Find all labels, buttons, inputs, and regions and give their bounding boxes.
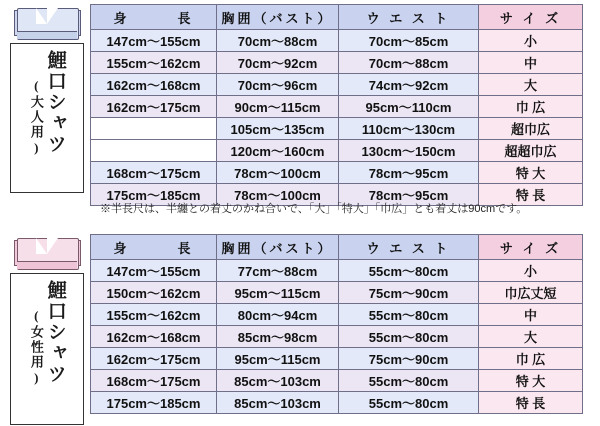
men-product-usage: (大人用)	[28, 78, 44, 157]
cell-height: 175cm～185cm	[91, 392, 217, 414]
cell-size: 巾 広	[479, 348, 583, 370]
section-men	[4, 4, 583, 215]
table-row	[91, 96, 583, 118]
header-waist: ウ エ ス ト	[339, 5, 479, 30]
cell-waist: 55cm～80cm	[339, 304, 479, 326]
cell-waist: 95cm～110cm	[339, 96, 479, 118]
cell-size: 中	[479, 52, 583, 74]
cell-height: 162cm～175cm	[91, 96, 217, 118]
cell-size: 大	[479, 74, 583, 96]
cell-waist: 78cm～95cm	[339, 162, 479, 184]
cell-size: 大	[479, 326, 583, 348]
cell-height: 155cm～162cm	[91, 52, 217, 74]
cell-size: 超巾広	[479, 118, 583, 140]
cell-size: 小	[479, 260, 583, 282]
table-header-row	[91, 235, 583, 260]
cell-size: 特 大	[479, 162, 583, 184]
cell-waist: 70cm～88cm	[339, 52, 479, 74]
cell-waist: 110cm～130cm	[339, 118, 479, 140]
koi-shirt-blue-icon	[14, 4, 80, 40]
cell-height: 168cm～175cm	[91, 370, 217, 392]
cell-waist: 75cm～90cm	[339, 282, 479, 304]
cell-waist: 55cm～80cm	[339, 260, 479, 282]
cell-bust: 90cm～115cm	[217, 96, 339, 118]
cell-waist: 55cm～80cm	[339, 326, 479, 348]
table-row	[91, 140, 583, 162]
cell-height: 162cm～168cm	[91, 74, 217, 96]
cell-waist: 78cm～95cm	[339, 184, 479, 206]
cell-size: 小	[479, 30, 583, 52]
cell-size: 中	[479, 304, 583, 326]
table-row	[91, 326, 583, 348]
cell-bust: 85cm～103cm	[217, 392, 339, 414]
cell-size: 特 大	[479, 370, 583, 392]
cell-size: 巾 広	[479, 96, 583, 118]
table-row	[91, 52, 583, 74]
table-row	[91, 370, 583, 392]
cell-height: 162cm～175cm	[91, 348, 217, 370]
cell-size: 巾広丈短	[479, 282, 583, 304]
cell-waist: 130cm～150cm	[339, 140, 479, 162]
cell-height: 147cm～155cm	[91, 260, 217, 282]
table-header-row	[91, 5, 583, 30]
cell-bust: 80cm～94cm	[217, 304, 339, 326]
cell-bust: 120cm～160cm	[217, 140, 339, 162]
cell-size: 超超巾広	[479, 140, 583, 162]
koi-shirt-pink-icon	[14, 234, 80, 270]
cell-bust: 95cm～115cm	[217, 282, 339, 304]
women-name-box	[10, 273, 84, 425]
women-size-table	[90, 234, 583, 414]
men-name-box	[10, 43, 84, 193]
cell-waist: 55cm～80cm	[339, 370, 479, 392]
section-women	[4, 234, 583, 425]
table-row	[91, 392, 583, 414]
cell-bust: 85cm～103cm	[217, 370, 339, 392]
cell-height: 168cm～175cm	[91, 162, 217, 184]
table-row	[91, 118, 583, 140]
table-row	[91, 260, 583, 282]
table-row	[91, 30, 583, 52]
cell-waist: 55cm～80cm	[339, 392, 479, 414]
table-row	[91, 348, 583, 370]
men-table-note: ※半長尺は、半纏との着丈のかね合いで、「大」「特大」「巾広」とも着丈は90cmです。	[100, 203, 528, 215]
cell-bust: 85cm～98cm	[217, 326, 339, 348]
cell-size: 特 長	[479, 184, 583, 206]
cell-bust: 78cm～100cm	[217, 184, 339, 206]
cell-height	[91, 118, 217, 140]
cell-bust: 70cm～96cm	[217, 74, 339, 96]
header-bust: 胸囲（バスト）	[217, 235, 339, 260]
table-row	[91, 162, 583, 184]
cell-waist: 75cm～90cm	[339, 348, 479, 370]
cell-waist: 70cm～85cm	[339, 30, 479, 52]
cell-height: 155cm～162cm	[91, 304, 217, 326]
cell-height	[91, 140, 217, 162]
cell-bust: 95cm～115cm	[217, 348, 339, 370]
cell-height: 175cm～185cm	[91, 184, 217, 206]
cell-bust: 70cm～92cm	[217, 52, 339, 74]
header-bust: 胸囲（バスト）	[217, 5, 339, 30]
cell-bust: 105cm～135cm	[217, 118, 339, 140]
cell-bust: 78cm～100cm	[217, 162, 339, 184]
cell-bust: 77cm～88cm	[217, 260, 339, 282]
header-size: サ イ ズ	[479, 5, 583, 30]
men-size-table	[90, 4, 583, 206]
header-height: 身 長	[91, 235, 217, 260]
header-waist: ウ エ ス ト	[339, 235, 479, 260]
women-product-usage: (女性用)	[28, 308, 44, 387]
table-row	[91, 74, 583, 96]
cell-height: 162cm～168cm	[91, 326, 217, 348]
cell-height: 147cm～155cm	[91, 30, 217, 52]
cell-waist: 74cm～92cm	[339, 74, 479, 96]
cell-size: 特 長	[479, 392, 583, 414]
men-label-panel	[4, 4, 90, 193]
cell-height: 150cm～162cm	[91, 282, 217, 304]
header-size: サ イ ズ	[479, 235, 583, 260]
header-height: 身 長	[91, 5, 217, 30]
men-product-name: 鯉口シャツ	[44, 50, 66, 155]
women-product-name: 鯉口シャツ	[44, 280, 66, 385]
women-label-panel	[4, 234, 90, 425]
table-row	[91, 282, 583, 304]
table-row	[91, 304, 583, 326]
cell-bust: 70cm～88cm	[217, 30, 339, 52]
